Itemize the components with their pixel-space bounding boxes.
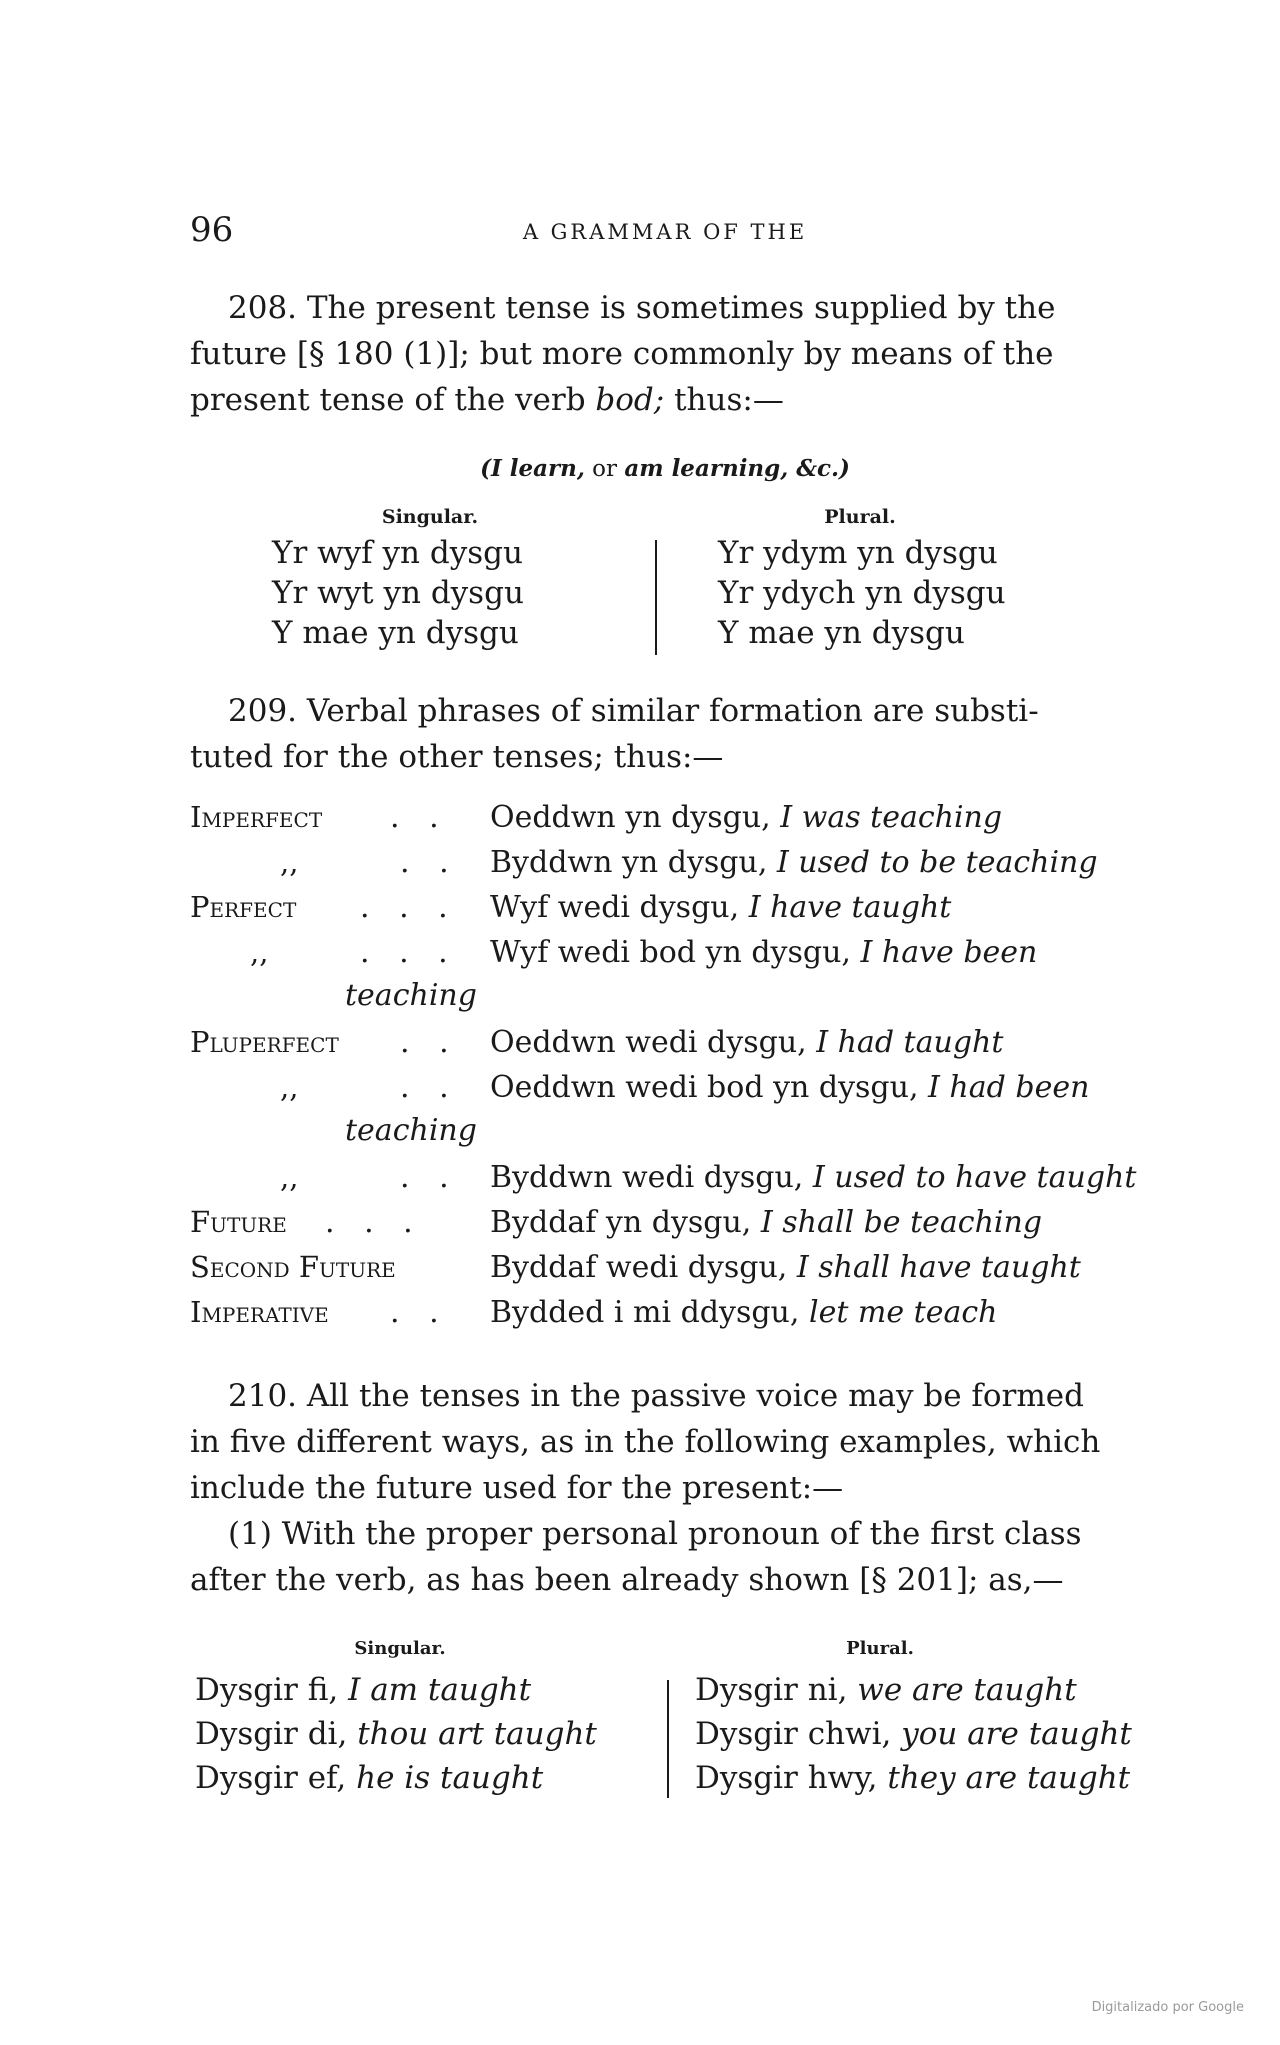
tense-row: [190, 890, 1140, 934]
s210-line-5: after the verb, as has been already shown [§ 201]; as,—: [190, 1562, 1064, 1598]
tense-example: Wyf wedi dysgu, I have taught: [490, 890, 952, 925]
tense-label: Perfect: [190, 890, 297, 924]
tense-label: ,,: [280, 1070, 299, 1104]
s210-line-4: (1) With the proper personal pronoun of the first class: [228, 1516, 1082, 1552]
tense-label: Future: [190, 1205, 287, 1239]
s208-singular-2: Yr wyt yn dysgu: [272, 575, 524, 611]
s210-plural-1: Dysgir ni, we are taught: [695, 1672, 1077, 1708]
s208-plural-heading: Plural.: [824, 506, 896, 528]
s210-singular-heading: Singular.: [354, 1638, 446, 1659]
s210-singular-2: Dysgir di, thou art taught: [195, 1716, 597, 1752]
tense-example: Oeddwn wedi bod yn dysgu, I had been: [490, 1070, 1090, 1105]
s210-line-1: 210. All the tenses in the passive voice may be formed: [228, 1378, 1084, 1414]
s208-plural-2: Yr ydych yn dysgu: [718, 575, 1006, 611]
leader-dots: . .: [400, 845, 459, 880]
tense-label: Second Future: [190, 1250, 396, 1284]
page-header: [190, 210, 1140, 260]
leader-dots: . .: [400, 1025, 459, 1060]
leader-dots: . .: [390, 1295, 449, 1330]
tense-example: Oeddwn yn dysgu, I was teaching: [490, 800, 1003, 835]
page-number: 96: [190, 210, 234, 250]
s208-singular-1: Yr wyf yn dysgu: [272, 535, 523, 571]
s210-plural-3: Dysgir hwy, they are taught: [695, 1760, 1131, 1796]
tense-label: ,,: [250, 935, 269, 969]
tense-example: Bydded i mi ddysgu, let me teach: [490, 1295, 998, 1330]
tense-label: Imperative: [190, 1295, 329, 1329]
tense-example: Byddwn wedi dysgu, I used to have taught: [490, 1160, 1137, 1195]
s210-line-2: in five different ways, as in the following examples, which: [190, 1424, 1101, 1460]
tense-example: Byddaf yn dysgu, I shall be teaching: [490, 1205, 1043, 1240]
section-208: [190, 285, 1140, 423]
s208-line-2: future [§ 180 (1)]; but more commonly by means of the: [190, 336, 1054, 372]
tense-example: Wyf wedi bod yn dysgu, I have been: [490, 935, 1038, 970]
s210-plural-2: Dysgir chwi, you are taught: [695, 1716, 1132, 1752]
leader-dots: . .: [400, 1070, 459, 1105]
tense-continuation: teaching: [345, 978, 477, 1013]
tense-row: [190, 1025, 1140, 1069]
s209-line-2: tuted for the other tenses; thus:—: [190, 739, 724, 775]
tense-continuation: teaching: [345, 1113, 477, 1148]
tense-row: [190, 1205, 1140, 1249]
s208-singular-heading: Singular.: [381, 506, 479, 528]
tense-row: [190, 1295, 1140, 1339]
tense-row: [190, 800, 1140, 844]
s210-plural-heading: Plural.: [846, 1638, 914, 1659]
s208-singular-3: Y mae yn dysgu: [272, 615, 519, 651]
column-divider: [667, 1680, 669, 1798]
running-head: A GRAMMAR OF THE: [522, 220, 808, 244]
leader-dots: . . .: [360, 890, 458, 925]
tense-label: Imperfect: [190, 800, 323, 834]
tense-label: ,,: [280, 845, 299, 879]
leader-dots: . .: [390, 800, 449, 835]
s210-singular-1: Dysgir fi, I am taught: [195, 1672, 532, 1708]
s208-line-1: 208. The present tense is sometimes supplied by the: [228, 290, 1056, 326]
tense-row: [190, 1250, 1140, 1294]
leader-dots: . .: [400, 1160, 459, 1195]
s209-line-1: 209. Verbal phrases of similar formation are substi-: [228, 693, 1039, 729]
tense-row: [190, 1070, 1140, 1114]
s210-singular-3: Dysgir ef, he is taught: [195, 1760, 544, 1796]
leader-dots: . . .: [325, 1205, 423, 1240]
tense-label: Pluperfect: [190, 1025, 339, 1059]
tense-row: [190, 935, 1140, 979]
tense-label: ,,: [280, 1160, 299, 1194]
s208-line-3: present tense of the verb bod; thus:—: [190, 382, 784, 418]
tense-row: [190, 1160, 1140, 1204]
leader-dots: . . .: [360, 935, 458, 970]
digitization-watermark: Digitalizado por Google: [1091, 2000, 1244, 2015]
s208-plural-3: Y mae yn dysgu: [718, 615, 965, 651]
s210-line-3: include the future used for the present:—: [190, 1470, 844, 1506]
tense-example: Oeddwn wedi dysgu, I had taught: [490, 1025, 1004, 1060]
section-210: [190, 1373, 1140, 1603]
tense-example: Byddaf wedi dysgu, I shall have taught: [490, 1250, 1081, 1285]
section-209: [190, 688, 1140, 780]
paradigm-caption: (I learn, or am learning, &c.): [480, 455, 850, 482]
column-divider: [655, 540, 657, 655]
tense-row: [190, 845, 1140, 889]
tense-example: Byddwn yn dysgu, I used to be teaching: [490, 845, 1098, 880]
s208-plural-1: Yr ydym yn dysgu: [718, 535, 998, 571]
